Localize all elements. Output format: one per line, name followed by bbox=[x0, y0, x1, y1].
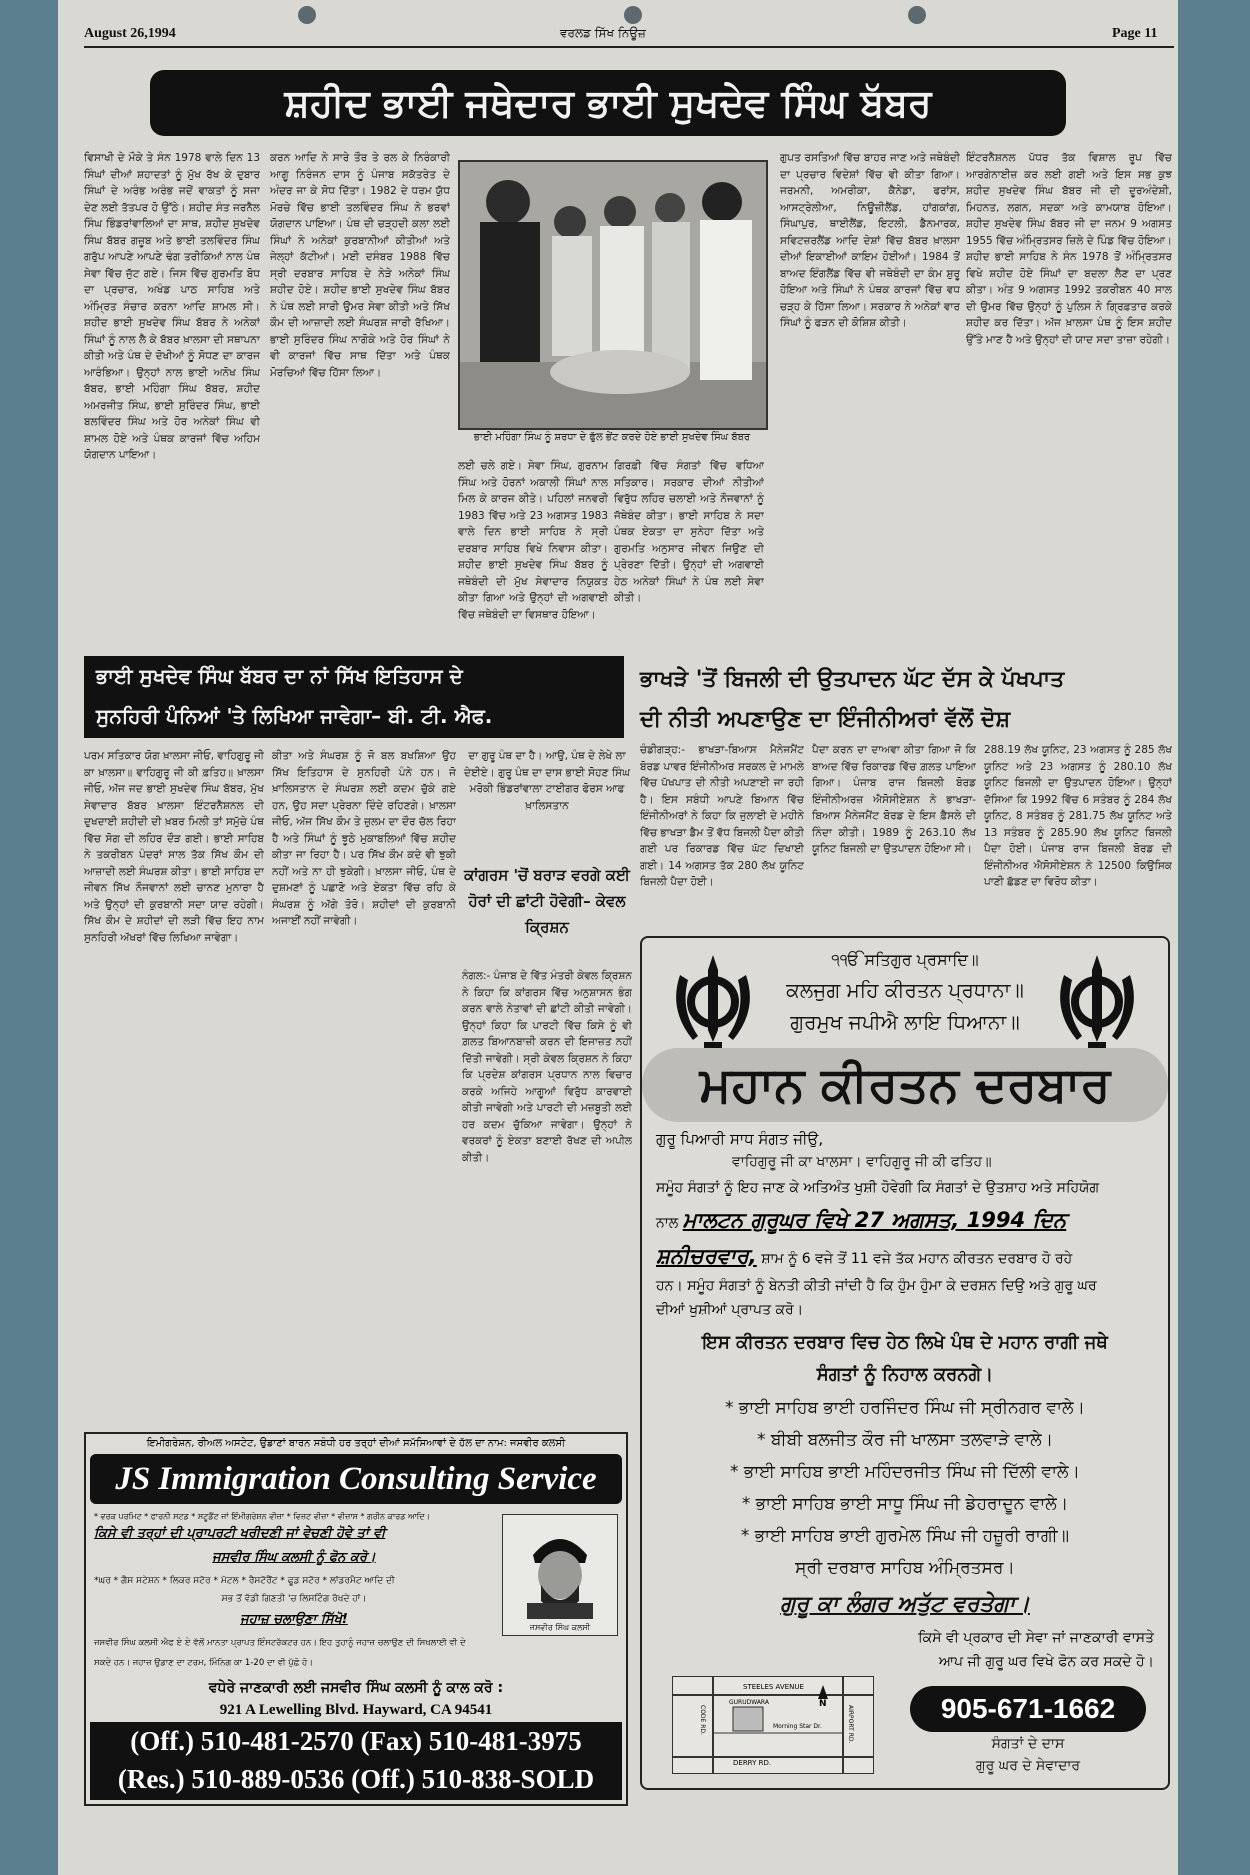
kirtan-fateh: ਵਾਹਿਗੁਰੂ ਜੀ ਕਾ ਖਾਲਸਾ। ਵਾਹਿਗੁਰੂ ਜੀ ਕੀ ਫਤਿਹ॥ bbox=[732, 1154, 992, 1170]
article1-col3b: ਗਿਰਫ਼ੀ ਵਿੱਚ ਸੰਗਤਾਂ ਵਿੱਚ ਵਧਿਆ ਸਤਿਕਾਰ। ਸਰਕਾਰ ਦੀਆਂ ਨੀਤੀਆਂ ਵਿਰੁੱਧ ਲਹਿਰ ਚਲਾਈ ਅਤੇ ਨੌਜਵਾਨਾਂ ਨੂੰ ਜੱਥੇਬੰਦ ਕੀਤਾ। ਭਾਈ ਸਾਹਿਬ ਨੇ ਸਦਾ ਪੰਥਕ ਏਕਤਾ ਦਾ ਸੁਨੇਹਾ ਦਿੱਤਾ ਅਤੇ ਗੁਰਮਤਿ ਅਨੁਸਾਰ ਜੀਵਨ ਜਿਉਣ ਦੀ ਪ੍ਰੇਰਣਾ ਦਿੱਤੀ। ਉਨ੍ਹਾਂ ਦੀ ਅਗਵਾਈ ਹੇਠ ਅਨੇਕਾਂ ਸਿੰਘਾਂ ਨੇ ਪੰਥ ਲਈ ਸੇਵਾ ਕੀਤੀ। bbox=[614, 460, 764, 604]
photo-figures bbox=[460, 162, 766, 428]
page-number: Page 11 bbox=[1112, 26, 1158, 41]
article2-col3-body: ਨੰਗਲ:- ਪੰਜਾਬ ਦੇ ਵਿੱਤ ਮੰਤਰੀ ਕੇਵਲ ਕ੍ਰਿਸ਼ਨ ਨੇ ਕਿਹਾ ਕਿ ਕਾਂਗਰਸ ਵਿੱਚ ਅਨੁਸ਼ਾਸਨ ਭੰਗ ਕਰਨ ਵਾਲੇ ਨੇਤਾਵਾਂ ਦੀ ਛਾਂਟੀ ਕੀਤੀ ਜਾਵੇਗੀ। ਉਨ੍ਹਾਂ ਕਿਹਾ ਕਿ ਪਾਰਟੀ ਵਿੱਚ ਕਿਸੇ ਨੂੰ ਵੀ ਗ਼ਲਤ ਬਿਆਨਬਾਜ਼ੀ ਕਰਨ ਦੀ ਇਜਾਜ਼ਤ ਨਹੀਂ ਦਿੱਤੀ ਜਾਵੇਗੀ। ਸ੍ਰੀ ਕੇਵਲ ਕ੍ਰਿਸ਼ਨ ਨੇ ਕਿਹਾ ਕਿ ਪ੍ਰਦੇਸ਼ ਕਾਂਗਰਸ ਪ੍ਰਧਾਨ ਨਾਲ ਵਿਚਾਰ ਕਰਕੇ ਅਜਿਹੇ ਆਗੂਆਂ ਵਿਰੁੱਧ ਕਾਰਵਾਈ ਕੀਤੀ ਜਾਵੇਗੀ ਅਤੇ ਪਾਰਟੀ ਦੀ ਮਜ਼ਬੂਤੀ ਲਈ ਹਰ ਕਦਮ ਚੁੱਕਿਆ ਜਾਵੇਗਾ। ਉਨ੍ਹਾਂ ਨੇ ਵਰਕਰਾਂ ਨੂੰ ਏਕਤਾ ਬਣਾਈ ਰੱਖਣ ਦੀ ਅਪੀਲ ਕੀਤੀ। bbox=[462, 970, 632, 1164]
immigration-top-line: ਇਮੀਗਰੇਸ਼ਨ, ਰੀਅਲ ਅਸਟੇਟ, ਉਡਾਣਾਂ ਬਾਰਨ ਸਬੰਧੀ ਹਰ ਤਰ੍ਹਾਂ ਦੀਆਂ ਸਮੱਸਿਆਵਾਂ ਦੇ ਹੱਲ ਦਾ ਨਾਮ: ਜਸਵੀਰ ਕਲਸੀ bbox=[146, 1438, 566, 1449]
article2-banner-line2: ਸੁਨਹਿਰੀ ਪੰਨਿਆਂ 'ਤੇ ਲਿਖਿਆ ਜਾਵੇਗਾ– ਬੀ. ਟੀ. ਐਫ. bbox=[96, 704, 493, 728]
kirtan-invocation: ੧ੴ ਸਤਿਗੁਰ ਪ੍ਰਸਾਦਿ॥ bbox=[831, 950, 979, 969]
map-label: CODE RD. bbox=[699, 1705, 706, 1735]
article2-banner-line1: ਭਾਈ ਸੁਖਦੇਵ ਸਿੰਘ ਬੱਬਰ ਦਾ ਨਾਂ ਸਿੱਖ ਇਤਿਹਾਸ ਦੇ bbox=[96, 664, 463, 688]
kirtan-day: ਸ਼ਨੀਚਰਵਾਰ, bbox=[656, 1244, 757, 1268]
paper-name: ਵਰਲਡ ਸਿੱਖ ਨਿਊਜ਼ bbox=[560, 26, 646, 40]
kirtan-verse2: ਗੁਰਮੁਖ ਜਪੀਐ ਲਾਇ ਧਿਆਨਾ॥ bbox=[790, 1010, 1020, 1034]
kirtan-ragi: ਸ੍ਰੀ ਦਰਬਾਰ ਸਾਹਿਬ ਅੰਮ੍ਰਿਤਸਰ। bbox=[795, 1558, 1015, 1578]
kirtan-time: ਸ਼ਾਮ ਨੂੰ 6 ਵਜੇ ਤੋਂ 11 ਵਜੇ ਤੱਕ ਮਹਾਨ ਕੀਰਤਨ ਦਰਬਾਰ ਹੋ ਰਹੇ bbox=[761, 1251, 1073, 1267]
agent-photo bbox=[502, 1514, 618, 1636]
map-label: Morning Star Dr. bbox=[773, 1723, 822, 1730]
article3-col2: ਪੈਦਾ ਕਰਨ ਦਾ ਦਾਅਵਾ ਕੀਤਾ ਗਿਆ ਜੋ ਕਿ ਬਾਅਦ ਵਿੱਚ ਰਿਕਾਰਡ ਵਿੱਚ ਗ਼ਲਤ ਪਾਇਆ ਗਿਆ। ਪੰਜਾਬ ਰਾਜ ਬਿਜਲੀ ਬੋਰਡ ਇੰਜੀਨੀਅਰਜ਼ ਐਸੋਸੀਏਸ਼ਨ ਨੇ ਭਾਖੜਾ-ਬਿਆਸ ਮੈਨੇਜਮੈਂਟ ਬੋਰਡ ਦੇ ਇਸ ਫ਼ੈਸਲੇ ਦੀ ਨਿੰਦਾ ਕੀਤੀ। 1989 ਨੂੰ 263.10 ਲੱਖ ਯੂਨਿਟ ਬਿਜਲੀ ਦਾ ਉਤਪਾਦਨ ਹੋਇਆ ਸੀ। bbox=[812, 744, 976, 855]
article1-col3a: ਲਈ ਚਲੇ ਗਏ। ਸੇਵਾ ਸਿੰਘ, ਗੁਰਨਾਮ ਸਿੰਘ ਅਤੇ ਹੋਰਨਾਂ ਅਕਾਲੀ ਸਿੰਘਾਂ ਨਾਲ ਮਿਲ ਕੇ ਕਾਰਜ ਕੀਤੇ। ਪਹਿਲਾਂ ਜਨਵਰੀ 1983 ਵਿੱਚ ਅਤੇ 23 ਅਗਸਤ 1983 ਵਾਲੇ ਦਿਨ ਭਾਈ ਸਾਹਿਬ ਨੇ ਸ੍ਰੀ ਦਰਬਾਰ ਸਾਹਿਬ ਵਿਖੇ ਨਿਵਾਸ ਕੀਤਾ। ਸ਼ਹੀਦ ਭਾਈ ਸੁਖਦੇਵ ਸਿੰਘ ਬੱਬਰ ਨੂੰ ਜਥੇਬੰਦੀ ਦੀ ਮੁੱਖ ਸੇਵਾਦਾਰ ਨਿਯੁਕਤ ਕੀਤਾ ਗਿਆ ਅਤੇ ਉਨ੍ਹਾਂ ਦੀ ਅਗਵਾਈ ਵਿੱਚ ਜਥੇਬੰਦੀ ਦਾ ਵਿਸਥਾਰ ਹੋਇਆ। bbox=[458, 460, 608, 621]
punch-hole bbox=[624, 6, 642, 24]
kirtan-verse1: ਕਲਜੁਗ ਮਹਿ ਕੀਰਤਨ ਪ੍ਰਧਾਨਾ॥ bbox=[786, 978, 1024, 1002]
immigration-name: JS Immigration Consulting Service bbox=[90, 1454, 622, 1504]
immigration-address: 921 A Lewelling Blvd. Hayward, CA 94541 bbox=[219, 1702, 493, 1718]
article1-col5: ਇੰਟਰਨੈਸ਼ਨਲ ਪੱਧਰ ਤੱਕ ਵਿਸ਼ਾਲ ਰੂਪ ਵਿੱਚ ਆਰਗੇਨਾਈਜ਼ ਕਰ ਲਈ ਗਈ ਅਤੇ ਇਸ ਸਭ ਕੁਝ ਸ਼ਹੀਦ ਸੁਖਦੇਵ ਸਿੰਘ ਬੱਬਰ ਜੀ ਦੀ ਦੂਰਅੰਦੇਸ਼ੀ, ਮਿਹਨਤ, ਲਗਨ, ਸਦਕਾ ਅਤੇ ਕਾਮਯਾਬ ਹੋਇਆ। ਸ਼ਹੀਦ ਸੁਖਦੇਵ ਸਿੰਘ ਬੱਬਰ ਜੀ ਦਾ ਜਨਮ 9 ਅਗਸਤ 1955 ਵਿੱਚ ਅੰਮ੍ਰਿਤਸਰ ਜ਼ਿਲੇ ਦੇ ਪਿੰਡ ਵਿੱਚ ਹੋਇਆ। ਸ਼ਹੀਦ ਭਾਈ ਸਾਹਿਬ ਨੇ ਸੰਨ 1978 ਤੋਂ ਅੰਮ੍ਰਿਤਸਰ ਵਿਖੇ ਸ਼ਹੀਦ ਹੋਏ ਸਿੰਘਾਂ ਦਾ ਬਦਲਾ ਲੈਣ ਦਾ ਪ੍ਰਣ ਕੀਤਾ। ਅੰਤ 9 ਅਗਸਤ 1992 ਤਕਰੀਬਨ 40 ਸਾਲ ਦੀ ਉਮਰ ਵਿੱਚ ਉਨ੍ਹਾਂ ਨੂੰ ਪੁਲਿਸ ਨੇ ਗ੍ਰਿਫ਼ਤਾਰ ਕਰਕੇ ਸ਼ਹੀਦ ਕਰ ਦਿੱਤਾ। ਅੱਜ ਖ਼ਾਲਸਾ ਪੰਥ ਨੂੰ ਇਸ ਸ਼ਹੀਦ ਉੱਤੇ ਮਾਣ ਹੈ ਅਤੇ ਉਨ੍ਹਾਂ ਦੀ ਯਾਦ ਸਦਾ ਤਾਜ਼ਾ ਰਹੇਗੀ। bbox=[966, 152, 1172, 346]
map-label: STEELES AVENUE bbox=[743, 1683, 804, 1691]
page-date: August 26,1994 bbox=[84, 26, 176, 41]
immigration-line1: * ਵਰਕ ਪਰਮਿਟ * ਫਾਰਨੀ ਸਟਡ * ਸਟੂਡੈਂਟ ਜਾਂ ਇੰਮੀਗਰੇਸ਼ਨ ਵੀਜ਼ਾ * ਵਿਜ਼ਟ ਵੀਜ਼ਾ * ਵੀਜ਼ਾਸ * ਗਰੀਨ ਕਾਰਡ ਆਦਿ। bbox=[94, 1512, 430, 1521]
kirtan-intro: ਸਮੂੰਹ ਸੰਗਤਾਂ ਨੂੰ ਇਹ ਜਾਣ ਕੇ ਅਤਿਅੰਤ ਖੁਸ਼ੀ ਹੋਵੇਗੀ ਕਿ ਸੰਗਤਾਂ ਦੇ ਉਤਸ਼ਾਹ ਅਤੇ ਸਹਿਯੋਗ bbox=[656, 1180, 1100, 1196]
immigration-line7: ਜਸਵੀਰ ਸਿੰਘ ਕਲਸੀ ਐਫ ਏ ਏ ਵੱਲੋਂ ਮਾਨਤਾ ਪ੍ਰਾਪਤ ਇੰਸਟਰੱਕਟਰ ਹਨ। ਇਹ ਤੁਹਾਨੂੰ ਜਹਾਜ਼ ਚਲਾਉਣ ਦੀ ਸਿਖਲਾਈ ਵੀ ਦੇ bbox=[94, 1638, 466, 1648]
north-arrow-label: N bbox=[819, 1699, 827, 1709]
kirtan-greeting: ਗੁਰੂ ਪਿਆਰੀ ਸਾਧ ਸੰਗਤ ਜੀਉ, bbox=[656, 1130, 824, 1148]
article2-col3-headline: ਕਾਂਗਰਸ 'ਚੋਂ ਬਰਾੜ ਵਰਗੇ ਕਈ ਹੋਰਾਂ ਦੀ ਛਾਂਟੀ ਹੋਵੇਗੀ– ਕੇਵਲ ਕ੍ਰਿਸ਼ਨ bbox=[464, 866, 630, 936]
immigration-phones bbox=[90, 1722, 622, 1800]
immigration-line5: ਸਭ ਤੋਂ ਵੱਡੀ ਗਿਣਤੀ 'ਚ ਲਿਸਟਿੰਗ ਰੱਖਦੇ ਹਾਂ। bbox=[221, 1594, 367, 1604]
article3-headline bbox=[640, 660, 1170, 740]
agent-portrait bbox=[503, 1515, 617, 1619]
map-label: DERRY RD. bbox=[733, 1759, 772, 1767]
immigration-cta: ਵਧੇਰੇ ਜਾਣਕਾਰੀ ਲਈ ਜਸਵੀਰ ਸਿੰਘ ਕਲਸੀ ਨੂੰ ਕਾਲ ਕਰੋ : bbox=[208, 1680, 504, 1696]
kirtan-venue-main: ਮਾਲਟਨ ਗੁਰੂਘਰ ਵਿਖੇ 27 ਅਗਸਤ, 1994 ਦਿਨ bbox=[682, 1208, 1067, 1232]
kirtan-ragi: * ਭਾਈ ਸਾਹਿਬ ਭਾਈ ਹਰਜਿੰਦਰ ਸਿੰਘ ਜੀ ਸ੍ਰੀਨਗਰ ਵਾਲੇ। bbox=[725, 1398, 1085, 1418]
location-map bbox=[672, 1676, 874, 1774]
kirtan-ragi: * ਭਾਈ ਸਾਹਿਬ ਭਾਈ ਗੁਰਮੇਲ ਸਿੰਘ ਜੀ ਹਜ਼ੂਰੀ ਰਾਗੀ॥ bbox=[740, 1526, 1070, 1546]
header-rule bbox=[84, 46, 1174, 48]
kirtan-phone: 905-671-1662 bbox=[910, 1686, 1146, 1732]
kirtan-ragi: * ਭਾਈ ਸਾਹਿਬ ਭਾਈ ਮਹਿੰਦਰਜੀਤ ਸਿੰਘ ਜੀ ਦਿੱਲੀ ਵਾਲੇ। bbox=[730, 1462, 1080, 1482]
kirtan-ragi-intro1: ਇਸ ਕੀਰਤਨ ਦਰਬਾਰ ਵਿਚ ਹੇਠ ਲਿਖੇ ਪੰਥ ਦੇ ਮਹਾਨ ਰਾਗੀ ਜਥੇ bbox=[702, 1332, 1108, 1353]
article3-headline-line1: ਭਾਖੜੇ 'ਤੋਂ ਬਿਜਲੀ ਦੀ ਉਤਪਾਦਨ ਘੱਟ ਦੱਸ ਕੇ ਪੱਖਪਾਤ bbox=[640, 667, 1065, 692]
kirtan-date-line bbox=[656, 1244, 1072, 1269]
article1-col2: ਕਰਨ ਆਦਿ ਨੇ ਸਾਰੇ ਤੌਰ ਤੇ ਰਲ ਕੇ ਨਿਰੰਕਾਰੀ ਆਗੂ ਨਿਰੰਜਨ ਦਾਸ ਨੂੰ ਪੰਜਾਬ ਸਕੱਤਰੇਤ ਦੇ ਅੰਦਰ ਜਾ ਕੇ ਸੋਧ ਦਿੱਤਾ। 1982 ਦੇ ਧਰਮ ਯੁੱਧ ਮੋਰਚੇ ਵਿੱਚ ਭਾਈ ਤਲਵਿੰਦਰ ਸਿੰਘ ਨੇ ਭਰਵਾਂ ਯੋਗਦਾਨ ਪਾਇਆ। ਪੰਥ ਦੀ ਚੜ੍ਹਦੀ ਕਲਾ ਲਈ ਸਿੰਘਾਂ ਨੇ ਅਨੇਕਾਂ ਕੁਰਬਾਨੀਆਂ ਕੀਤੀਆਂ ਅਤੇ ਜੇਲ੍ਹਾਂ ਕੱਟੀਆਂ। ਮਈ ਦਸੰਬਰ 1988 ਵਿੱਚ ਸ੍ਰੀ ਦਰਬਾਰ ਸਾਹਿਬ ਦੇ ਨੇੜੇ ਅਨੇਕਾਂ ਸਿੰਘ ਸ਼ਹੀਦ ਹੋਏ। ਸ਼ਹੀਦ ਭਾਈ ਸੁਖਦੇਵ ਸਿੰਘ ਬੱਬਰ ਨੇ ਪੰਥ ਲਈ ਸਾਰੀ ਉਮਰ ਸੇਵਾ ਕੀਤੀ ਅਤੇ ਸਿੱਖ ਕੌਮ ਦੀ ਆਜ਼ਾਦੀ ਲਈ ਸੰਘਰਸ਼ ਜਾਰੀ ਰੱਖਿਆ। ਭਾਈ ਸੁਰਿੰਦਰ ਸਿੰਘ ਨਾਗੋਕੇ ਅਤੇ ਹੋਰ ਸਿੰਘਾਂ ਨੇ ਵੀ ਕਾਰਜਾਂ ਵਿੱਚ ਸਾਥ ਦਿੱਤਾ ਅਤੇ ਪੰਥਕ ਮੋਰਚਿਆਂ ਵਿੱਚ ਹਿੱਸਾ ਲਿਆ। bbox=[270, 152, 450, 379]
kirtan-ragi: * ਬੀਬੀ ਬਲਜੀਤ ਕੌਰ ਜੀ ਖਾਲਸਾ ਤਲਵਾੜੇ ਵਾਲੇ। bbox=[756, 1430, 1054, 1450]
immigration-line4: *ਘਰ * ਗੈਸ ਸਟੇਸ਼ਨ * ਲਿਕਰ ਸਟੋਰ * ਮੋਟਲ * ਰੈਸਟੋਰੈਂਟ * ਫੂਡ ਸਟੋਰ * ਲਾਂਡਰਮੈਟ ਆਦਿ ਦੀ bbox=[94, 1576, 395, 1586]
punch-hole bbox=[298, 6, 316, 24]
article3-col3: 288.19 ਲੱਖ ਯੂਨਿਟ, 23 ਅਗਸਤ ਨੂੰ 285 ਲੱਖ ਯੂਨਿਟ ਅਤੇ 23 ਅਗਸਤ ਨੂੰ 280.10 ਲੱਖ ਯੂਨਿਟ ਬਿਜਲੀ ਦਾ ਉਤਪਾਦਨ ਹੋਇਆ। ਉਨ੍ਹਾਂ ਦੱਸਿਆ ਕਿ 1992 ਵਿੱਚ 6 ਸਤੰਬਰ ਨੂੰ 284 ਲੱਖ ਯੂਨਿਟ, 8 ਸਤੰਬਰ ਨੂੰ 281.75 ਲੱਖ ਯੂਨਿਟ ਅਤੇ 13 ਸਤੰਬਰ ਨੂੰ 285.90 ਲੱਖ ਯੂਨਿਟ ਬਿਜਲੀ ਪੈਦਾ ਹੋਈ। ਪੰਜਾਬ ਰਾਜ ਬਿਜਲੀ ਬੋਰਡ ਦੀ ਇੰਜੀਨੀਅਰ ਐਸੋਸੀਏਸ਼ਨ ਨੇ 12500 ਕਿਉਸਿਕ ਪਾਣੀ ਛੱਡਣ ਦਾ ਵਿਰੋਧ ਕੀਤਾ। bbox=[984, 744, 1172, 888]
kirtan-langar: ਗੁਰੂ ਕਾ ਲੰਗਰ ਅਤੁੱਟ ਵਰਤੇਗਾ। bbox=[780, 1592, 1030, 1617]
agent-photo-caption: ਜਸਵੀਰ ਸਿੰਘ ਕਲਸੀ bbox=[529, 1623, 591, 1632]
kirtan-info1: ਕਿਸੇ ਵੀ ਪ੍ਰਕਾਰ ਦੀ ਸੇਵਾ ਜਾਂ ਜਾਣਕਾਰੀ ਵਾਸਤੇ bbox=[918, 1630, 1154, 1646]
map-label: AIRPORT RD. bbox=[847, 1705, 854, 1744]
immigration-line2: ਕਿਸੇ ਵੀ ਤਰ੍ਹਾਂ ਦੀ ਪ੍ਰਾਪਰਟੀ ਖਰੀਦਣੀ ਜਾਂ ਵੇਚਣੀ ਹੋਵੇ ਤਾਂ ਵੀ bbox=[94, 1526, 386, 1541]
immigration-phones-line1: (Off.) 510-481-2570 (Fax) 510-481-3975 bbox=[130, 1726, 582, 1756]
kirtan-ragi: * ਭਾਈ ਸਾਹਿਬ ਭਾਈ ਸਾਧੂ ਸਿੰਘ ਜੀ ਡੇਹਰਾਦੂਨ ਵਾਲੇ। bbox=[741, 1494, 1069, 1514]
article1-photo bbox=[458, 160, 768, 430]
map-label: GURUDWARA bbox=[729, 1699, 769, 1706]
kirtan-ragi-intro2: ਸੰਗਤਾਂ ਨੂੰ ਨਿਹਾਲ ਕਰਨਗੇ। bbox=[816, 1364, 994, 1385]
punch-hole bbox=[908, 6, 926, 24]
kirtan-sign2: ਗੁਰੂ ਘਰ ਦੇ ਸੇਵਾਦਾਰ bbox=[975, 1758, 1081, 1774]
kirtan-sign1: ਸੰਗਤਾਂ ਦੇ ਦਾਸ bbox=[991, 1736, 1065, 1752]
article3-headline-line2: ਦੀ ਨੀਤੀ ਅਪਣਾਉਣ ਦਾ ਇੰਜੀਨੀਅਰਾਂ ਵੱਲੋਂ ਦੋਸ਼ bbox=[640, 707, 1011, 732]
article1-photo-caption: ਭਾਈ ਮਹਿੰਗਾ ਸਿੰਘ ਨੂੰ ਸ਼ਰਧਾ ਦੇ ਫੁੱਲ ਭੇਂਟ ਕਰਦੇ ਹੋਏ ਭਾਈ ਸੁਖਦੇਵ ਸਿੰਘ ਬੱਬਰ bbox=[473, 432, 751, 443]
kirtan-venue-prefix: ਨਾਲ bbox=[656, 1215, 679, 1231]
article1-col4: ਗੁਪਤ ਰਸਤਿਆਂ ਵਿੱਚ ਬਾਹਰ ਜਾਣ ਅਤੇ ਜਥੇਬੰਦੀ ਦਾ ਪ੍ਰਚਾਰ ਵਿਦੇਸ਼ਾਂ ਵਿੱਚ ਵੀ ਕੀਤਾ ਗਿਆ। ਜਰਮਨੀ, ਅਮਰੀਕਾ, ਕੈਨੇਡਾ, ਫਰਾਂਸ, ਆਸਟ੍ਰੇਲੀਆ, ਨਿਊਜ਼ੀਲੈਂਡ, ਹਾਂਗਕਾਂਗ, ਸਿੰਘਾਪੁਰ, ਥਾਈਲੈਂਡ, ਇਟਲੀ, ਡੈਨਮਾਰਕ, ਸਵਿਟਜ਼ਰਲੈਂਡ ਆਦਿ ਦੇਸ਼ਾਂ ਵਿੱਚ ਬੱਬਰ ਖ਼ਾਲਸਾ ਦੀਆਂ ਇਕਾਈਆਂ ਕਾਇਮ ਹੋਈਆਂ। 1984 ਤੋਂ ਬਾਅਦ ਇੰਗਲੈਂਡ ਵਿੱਚ ਵੀ ਜਥੇਬੰਦੀ ਦਾ ਕੰਮ ਸ਼ੁਰੂ ਹੋਇਆ ਅਤੇ ਸਿੰਘਾਂ ਨੇ ਪੰਥਕ ਕਾਰਜਾਂ ਵਿੱਚ ਵਧ ਚੜ੍ਹ ਕੇ ਹਿੱਸਾ ਲਿਆ। ਸਰਕਾਰ ਨੇ ਅਨੇਕਾਂ ਵਾਰ ਸਿੰਘਾਂ ਨੂੰ ਫੜਨ ਦੀ ਕੋਸ਼ਿਸ਼ ਕੀਤੀ। bbox=[780, 152, 960, 329]
article2-col2: ਕੀਤਾ ਅਤੇ ਸੰਘਰਸ਼ ਨੂੰ ਜੋ ਬਲ ਬਖਸ਼ਿਆ ਉਹ ਸਿੱਖ ਇਤਿਹਾਸ ਦੇ ਸੁਨਹਿਰੀ ਪੰਨੇ ਹਨ। ਜੋ ਖ਼ਾਲਿਸਤਾਨ ਦੇ ਸੰਘਰਸ਼ ਲਈ ਕਦਮ ਚੁੱਕੇ ਗਏ ਹਨ, ਉਹ ਸਦਾ ਪ੍ਰੇਰਨਾ ਦਿੰਦੇ ਰਹਿਣਗੇ। ਖ਼ਾਲਸਾ ਜੀਓ, ਅੱਜ ਸਿੱਖ ਕੌਮ ਤੇ ਜ਼ੁਲਮ ਦਾ ਦੌਰ ਚੱਲ ਰਿਹਾ ਹੈ ਅਤੇ ਸਿੰਘਾਂ ਨੂੰ ਝੂਠੇ ਮੁਕਾਬਲਿਆਂ ਵਿੱਚ ਸ਼ਹੀਦ ਕੀਤਾ ਜਾ ਰਿਹਾ ਹੈ। ਪਰ ਸਿੱਖ ਕੌਮ ਕਦੇ ਵੀ ਝੁਕੀ ਨਹੀਂ ਅਤੇ ਨਾ ਹੀ ਝੁਕੇਗੀ। ਖ਼ਾਲਸਾ ਜੀਓ, ਪੰਥ ਦੇ ਦੁਸ਼ਮਣਾਂ ਨੂੰ ਪਛਾਣੋ ਅਤੇ ਏਕਤਾ ਵਿੱਚ ਰਹਿ ਕੇ ਸੰਘਰਸ਼ ਨੂੰ ਅੱਗੇ ਤੋਰੋ। ਸ਼ਹੀਦਾਂ ਦੀ ਕੁਰਬਾਨੀ ਅਜਾਈਂ ਨਹੀਂ ਜਾਵੇਗੀ। bbox=[272, 750, 456, 927]
immigration-phones-line2: (Res.) 510-889-0536 (Off.) 510-838-SOLD bbox=[117, 1764, 595, 1794]
kirtan-title: ਮਹਾਨ ਕੀਰਤਨ ਦਰਬਾਰ bbox=[642, 1048, 1168, 1122]
immigration-line3: ਜਸਵੀਰ ਸਿੰਘ ਕਲਸੀ ਨੂੰ ਫੋਨ ਕਰੋ। bbox=[212, 1550, 376, 1565]
article1-banner: ਸ਼ਹੀਦ ਭਾਈ ਜਥੇਦਾਰ ਭਾਈ ਸੁਖਦੇਵ ਸਿੰਘ ਬੱਬਰ bbox=[150, 70, 1066, 136]
kirtan-request: ਹਨ। ਸਮੂੰਹ ਸੰਗਤਾਂ ਨੂੰ ਬੇਨਤੀ ਕੀਤੀ ਜਾਂਦੀ ਹੈ ਕਿ ਹੁੰਮ ਹੁੰਮਾ ਕੇ ਦਰਸ਼ਨ ਦਿਉ ਅਤੇ ਗੁਰੂ ਘਰ bbox=[656, 1278, 1097, 1294]
immigration-ad bbox=[84, 1432, 628, 1806]
kirtan-venue bbox=[656, 1208, 1066, 1233]
article2-col1: ਪਰਮ ਸਤਿਕਾਰ ਯੋਗ ਖ਼ਾਲਸਾ ਜੀਓ, ਵਾਹਿਗੁਰੂ ਜੀ ਕਾ ਖ਼ਾਲਸਾ॥ ਵਾਹਿਗੁਰੂ ਜੀ ਕੀ ਫ਼ਤਿਹ॥ ਖ਼ਾਲਸਾ ਜੀਓ, ਅੱਜ ਜਦ ਭਾਈ ਸੁਖਦੇਵ ਸਿੰਘ ਬੱਬਰ, ਮੁੱਖ ਸੇਵਾਦਾਰ ਬੱਬਰ ਖ਼ਾਲਸਾ ਇੰਟਰਨੈਸ਼ਨਲ ਦੀ ਦੁਖਦਾਈ ਸ਼ਹੀਦੀ ਦੀ ਖ਼ਬਰ ਮਿਲੀ ਤਾਂ ਸਮੁੱਚੇ ਪੰਥ ਵਿੱਚ ਸੋਗ ਦੀ ਲਹਿਰ ਦੌੜ ਗਈ। ਭਾਈ ਸਾਹਿਬ ਨੇ ਤਕਰੀਬਨ ਪੰਦਰਾਂ ਸਾਲ ਤੱਕ ਸਿੱਖ ਕੌਮ ਦੀ ਆਜ਼ਾਦੀ ਲਈ ਸੰਘਰਸ਼ ਕੀਤਾ। ਭਾਈ ਸਾਹਿਬ ਦਾ ਜੀਵਨ ਸਿੱਖ ਨੌਜਵਾਨਾਂ ਲਈ ਚਾਨਣ ਮੁਨਾਰਾ ਹੈ ਅਤੇ ਉਨ੍ਹਾਂ ਦੀ ਕੁਰਬਾਨੀ ਸਦਾ ਯਾਦ ਰਹੇਗੀ। ਸਿੱਖ ਕੌਮ ਦੇ ਸ਼ਹੀਦਾਂ ਦੀ ਲੜੀ ਵਿੱਚ ਇਹ ਨਾਮ ਸੁਨਹਿਰੀ ਅੱਖਰਾਂ ਵਿੱਚ ਲਿਖਿਆ ਜਾਵੇਗਾ। bbox=[84, 750, 264, 944]
kirtan-request2: ਦੀਆਂ ਖੁਸ਼ੀਆਂ ਪ੍ਰਾਪਤ ਕਰੋ। bbox=[656, 1302, 804, 1318]
article1-col1: ਵਿਸਾਖੀ ਦੇ ਮੌਕੇ ਤੇ ਸੰਨ 1978 ਵਾਲੇ ਦਿਨ 13 ਸਿੰਘਾਂ ਦੀਆਂ ਸ਼ਹਾਦਤਾਂ ਨੂੰ ਮੁੱਖ ਰੱਖ ਕੇ ਦੁਬਾਰ ਸਿੰਘਾਂ ਦੇ ਅਰੰਭ ਅਰੰਭ ਜਦੋਂ ਵਾਕਤਾਂ ਨੂੰ ਸਜਾ ਦੇਣ ਲਈ ਤੱਤਪਰ ਹੋ ਉੱਠੇ। ਸ਼ਹੀਦ ਸੰਤ ਜਰਨੈਲ ਸਿੰਘ ਭਿੰਡਰਾਂਵਾਲਿਆਂ ਦਾ ਸਾਥ, ਸ਼ਹੀਦ ਸੁਖਦੇਵ ਸਿੰਘ ਬੱਬਰ ਗਜ਼ੂਬ ਅਤੇ ਭਾਈ ਤਲਵਿੰਦਰ ਸਿੰਘ ਗਰੁੱਪ ਆਪਣੇ ਆਪਣੇ ਢੰਗ ਤਰੀਕਿਆਂ ਨਾਲ ਪੰਥ ਸੇਵਾ ਵਿੱਚ ਜੁੱਟ ਗਏ। ਜਿਸ ਵਿੱਚ ਗੁਰਮਤਿ ਬੋਧ ਦਾ ਪ੍ਰਚਾਰ, ਅਖੰਡ ਪਾਠ ਸਾਹਿਬ ਅਤੇ ਅੰਮ੍ਰਿਤ ਸੰਚਾਰ ਕਰਨਾ ਆਦਿ ਸ਼ਾਮਲ ਸੀ। ਸ਼ਹੀਦ ਭਾਈ ਸੁਖਦੇਵ ਸਿੰਘ ਬੱਬਰ ਨੇ ਅਨੇਕਾਂ ਸਿੰਘਾਂ ਨੂੰ ਨਾਲ ਲੈ ਕੇ ਬੱਬਰ ਖ਼ਾਲਸਾ ਦੀ ਸਥਾਪਨਾ ਕੀਤੀ ਅਤੇ ਪੰਥ ਦੇ ਦੋਖੀਆਂ ਨੂੰ ਸੋਧਣ ਦਾ ਕਾਰਜ ਆਰੰਭਿਆ। ਉਨ੍ਹਾਂ ਨਾਲ ਭਾਈ ਅਨੋਖ ਸਿੰਘ ਬੱਬਰ, ਭਾਈ ਮਹਿੰਗਾ ਸਿੰਘ ਬੱਬਰ, ਸ਼ਹੀਦ ਅਮਰਜੀਤ ਸਿੰਘ, ਭਾਈ ਸੁਰਿੰਦਰ ਸਿੰਘ, ਭਾਈ ਬਲਵਿੰਦਰ ਸਿੰਘ ਅਤੇ ਹੋਰ ਅਨੇਕਾਂ ਸਿੰਘ ਵੀ ਸ਼ਾਮਲ ਹੋਏ ਅਤੇ ਪੰਥਕ ਕਾਰਜਾਂ ਵਿੱਚ ਅਹਿਮ ਯੋਗਦਾਨ ਪਾਇਆ। bbox=[84, 152, 260, 461]
article2-banner bbox=[84, 656, 624, 738]
article3-col1: ਚੰਡੀਗੜ੍ਹ:- ਭਾਖੜਾ-ਬਿਆਸ ਮੈਨੇਜਮੈਂਟ ਬੋਰਡ ਪਾਵਰ ਇੰਜੀਨੀਅਰ ਸਰਕਲ ਦੇ ਮਾਮਲੇ ਵਿੱਚ ਪੱਖਪਾਤ ਦੀ ਨੀਤੀ ਅਪਣਾਈ ਜਾ ਰਹੀ ਹੈ। ਇਸ ਸਬੰਧੀ ਆਪਣੇ ਬਿਆਨ ਵਿੱਚ ਇੰਜੀਨੀਅਰਾਂ ਨੇ ਕਿਹਾ ਕਿ ਜੁਲਾਈ ਦੇ ਮਹੀਨੇ ਵਿੱਚ ਭਾਖੜਾ ਡੈਮ ਤੋਂ ਵੱਧ ਬਿਜਲੀ ਪੈਦਾ ਕੀਤੀ ਗਈ ਪਰ ਰਿਕਾਰਡ ਵਿੱਚ ਘੱਟ ਦਿਖਾਈ ਗਈ। 14 ਅਗਸਤ ਤੱਕ 280 ਲੱਖ ਯੂਨਿਟ ਬਿਜਲੀ ਪੈਦਾ ਹੋਈ। bbox=[640, 744, 804, 888]
kirtan-ad bbox=[640, 936, 1170, 1790]
immigration-line6: ਜਹਾਜ਼ ਚਲਾਉਣਾ ਸਿੱਖੋ! bbox=[240, 1612, 348, 1627]
kirtan-info2: ਆਪ ਜੀ ਗੁਰੂ ਘਰ ਵਿਖੇ ਫੋਨ ਕਰ ਸਕਦੇ ਹੋ। bbox=[938, 1654, 1154, 1670]
article2-col3-head: ਦਾ ਗੁਰੂ ਪੰਥ ਦਾ ਹੈ। ਆਉ, ਪੰਥ ਦੇ ਲੇਖੇ ਲਾ ਦੇਈਏ। ਗੁਰੂ ਪੰਥ ਦਾ ਦਾਸ ਭਾਈ ਸੋਹਣ ਸਿੰਘ ਮਰੋਕੀ ਭਿੰਡਰਾਂਵਾਲਾ ਟਾਈਗਰ ਫੋਰਸ ਆਫ ਖ਼ਾਲਿਸਤਾਨ bbox=[464, 750, 630, 812]
immigration-line8: ਸਕਦੇ ਹਨ। ਜਹਾਜ਼ ਉਡਾਣ ਦਾ ਟਰਮ, ਮਿੰਨਿਗ ਕਾ 1-20 ਦਾ ਵੀ ਪੁੱਛੋ ਹੋ। bbox=[94, 1658, 313, 1668]
